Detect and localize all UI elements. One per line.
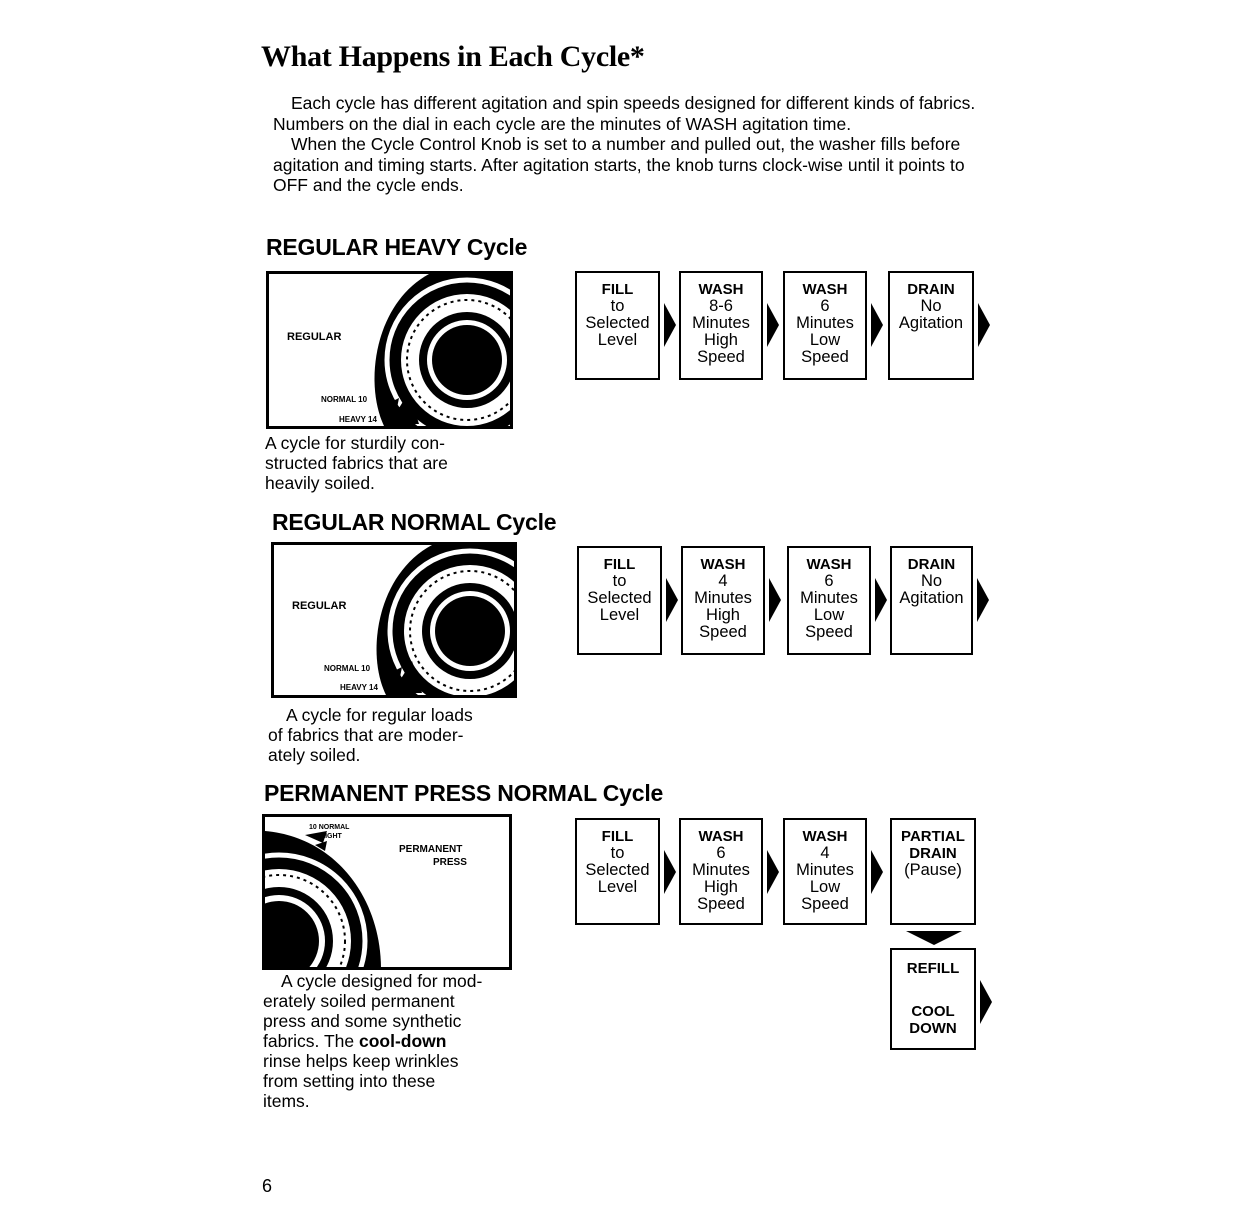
step-heading: WASH [700, 556, 746, 573]
desc-line: A cycle designed for mod- [281, 971, 483, 991]
section-title-regular-heavy: REGULAR HEAVY Cycle [266, 234, 528, 260]
flow-arrow-icon [666, 578, 678, 622]
step-line: Low [809, 331, 841, 349]
cycle-description-regular-normal [268, 705, 508, 765]
step-line: Selected [585, 861, 650, 879]
page-number: 6 [262, 1176, 273, 1196]
desc-text: fabrics. The [263, 1031, 359, 1051]
dial-knob-graphic [377, 545, 514, 695]
step-line: Level [597, 331, 638, 349]
flow-arrow-icon [875, 578, 887, 622]
step-line: Selected [585, 314, 650, 332]
desc-line [263, 1031, 523, 1051]
step-line: Minutes [796, 861, 854, 879]
step-line: 4 [718, 572, 728, 590]
step-line: Minutes [800, 589, 858, 607]
flow-arrow-icon [767, 850, 779, 894]
step-heading: FILL [603, 556, 636, 573]
flow-arrow-icon [977, 578, 989, 622]
step-wash-high [679, 818, 763, 925]
down-arrow-icon [906, 929, 962, 947]
step-line: Minutes [796, 314, 854, 332]
step-heading: WASH [802, 281, 848, 298]
step-line: Speed [697, 895, 745, 913]
step-line: Agitation [898, 314, 964, 332]
step-line: 6 [716, 844, 726, 862]
dial-label-normal: 10 NORMAL [309, 824, 350, 831]
flow-arrow-icon [664, 303, 676, 347]
step-line: Speed [697, 348, 745, 366]
step-line: 6 [820, 297, 830, 315]
dial-label-permanent: PERMANENT [399, 844, 463, 855]
step-line: to [610, 844, 625, 862]
desc-bold-text: cool-down [358, 1031, 447, 1051]
dial-illustration-permanent-press [262, 814, 512, 970]
dial-illustration-regular-normal [271, 542, 517, 698]
step-line: High [704, 878, 738, 896]
step-line: Agitation [899, 589, 964, 607]
step-wash-high [679, 271, 763, 380]
step-line: Speed [801, 348, 849, 366]
step-line: 4 [820, 844, 830, 862]
dial-label-light: 6 LIGHT [315, 833, 342, 840]
step-line: 6 [824, 572, 834, 590]
step-line: High [706, 606, 740, 624]
step-line: Level [599, 606, 640, 624]
step-heading: PARTIAL [901, 828, 965, 845]
dial-label-regular: REGULAR [292, 600, 347, 612]
step-line: Low [813, 606, 845, 624]
dial-label-normal: NORMAL 10 [324, 664, 371, 673]
intro-text [273, 93, 983, 196]
step-heading: DRAIN [909, 845, 957, 862]
step-line: No [920, 297, 942, 315]
section-title-regular-normal: REGULAR NORMAL Cycle [272, 509, 557, 535]
flow-arrow-icon [980, 980, 992, 1024]
flow-arrow-icon [871, 303, 883, 347]
dial-label-heavy: HEAVY 14 [339, 415, 377, 424]
step-line: Minutes [694, 589, 752, 607]
desc-line: erately soiled permanent [263, 991, 455, 1011]
desc-line: A cycle for regular loads [286, 705, 473, 725]
desc-line: of fabrics that are moder- [268, 725, 464, 745]
desc-line: heavily soiled. [265, 473, 375, 493]
cycle-description-regular-heavy [265, 433, 505, 493]
dial-label-press: PRESS [433, 857, 467, 868]
section-title-permanent-press-normal: PERMANENT PRESS NORMAL Cycle [264, 780, 664, 806]
step-line: Minutes [692, 314, 750, 332]
step-heading: WASH [802, 828, 848, 845]
desc-line: structed fabrics that are [265, 453, 448, 473]
step-line: No [920, 572, 943, 590]
step-wash-high [681, 546, 765, 655]
step-line: Selected [587, 589, 652, 607]
step-line: to [612, 572, 627, 590]
flow-arrow-icon [769, 578, 781, 622]
step-heading: WASH [806, 556, 852, 573]
step-line: Speed [805, 623, 853, 641]
step-refill-cool-down [890, 948, 976, 1050]
desc-line: press and some synthetic [263, 1011, 462, 1031]
step-heading: DRAIN [907, 556, 956, 573]
step-fill [575, 271, 660, 380]
desc-line: items. [263, 1091, 310, 1111]
step-heading: DRAIN [907, 281, 955, 298]
step-fill [575, 818, 660, 925]
flow-arrow-icon [664, 850, 676, 894]
step-line: Low [809, 878, 841, 896]
desc-line: A cycle for sturdily con- [265, 433, 445, 453]
cycle-description-permanent-press [263, 971, 523, 1111]
step-wash-low [783, 271, 867, 380]
step-line: Minutes [692, 861, 750, 879]
intro-paragraph-2: When the Cycle Control Knob is set to a number and pulled out, the washer fills before agitation and timing starts. After agitation starts, the knob turns clock-wise until it points to OFF and the cycle ends. [273, 134, 965, 195]
step-line: to [610, 297, 625, 315]
step-drain [888, 271, 974, 380]
flow-arrow-icon [871, 850, 883, 894]
dial-label-heavy: HEAVY 14 [340, 683, 378, 692]
step-line: 8-6 [709, 297, 733, 315]
intro-paragraph-1: Each cycle has different agitation and spin speeds designed for different kinds of fabrics. Numbers on the dial in each cycle are the minutes of WASH agitation time. [273, 93, 976, 134]
step-heading: REFILL [906, 960, 960, 977]
step-line: Level [597, 878, 638, 896]
step-heading: FILL [601, 281, 634, 298]
step-line: (Pause) [904, 861, 962, 879]
step-heading: WASH [698, 281, 744, 298]
step-wash-low [783, 818, 867, 925]
dial-label-normal: NORMAL 10 [321, 395, 368, 404]
step-heading: COOL [911, 1003, 955, 1020]
desc-line: ately soiled. [268, 745, 361, 765]
step-heading: FILL [601, 828, 634, 845]
dial-knob-graphic [265, 831, 381, 967]
desc-line: from setting into these [263, 1071, 436, 1091]
step-line: Speed [801, 895, 849, 913]
dial-knob-graphic [374, 274, 510, 426]
dial-label-regular: REGULAR [287, 331, 342, 343]
step-heading: DOWN [909, 1020, 957, 1037]
step-partial-drain [890, 818, 976, 925]
dial-illustration-regular-heavy [266, 271, 513, 429]
page-title: What Happens in Each Cycle* [261, 40, 645, 73]
step-drain [890, 546, 973, 655]
step-heading: WASH [698, 828, 744, 845]
step-wash-low [787, 546, 871, 655]
step-line: High [704, 331, 738, 349]
flow-arrow-icon [767, 303, 779, 347]
step-fill [577, 546, 662, 655]
step-line: Speed [699, 623, 747, 641]
flow-arrow-icon [978, 303, 990, 347]
desc-line: rinse helps keep wrinkles [263, 1051, 459, 1071]
